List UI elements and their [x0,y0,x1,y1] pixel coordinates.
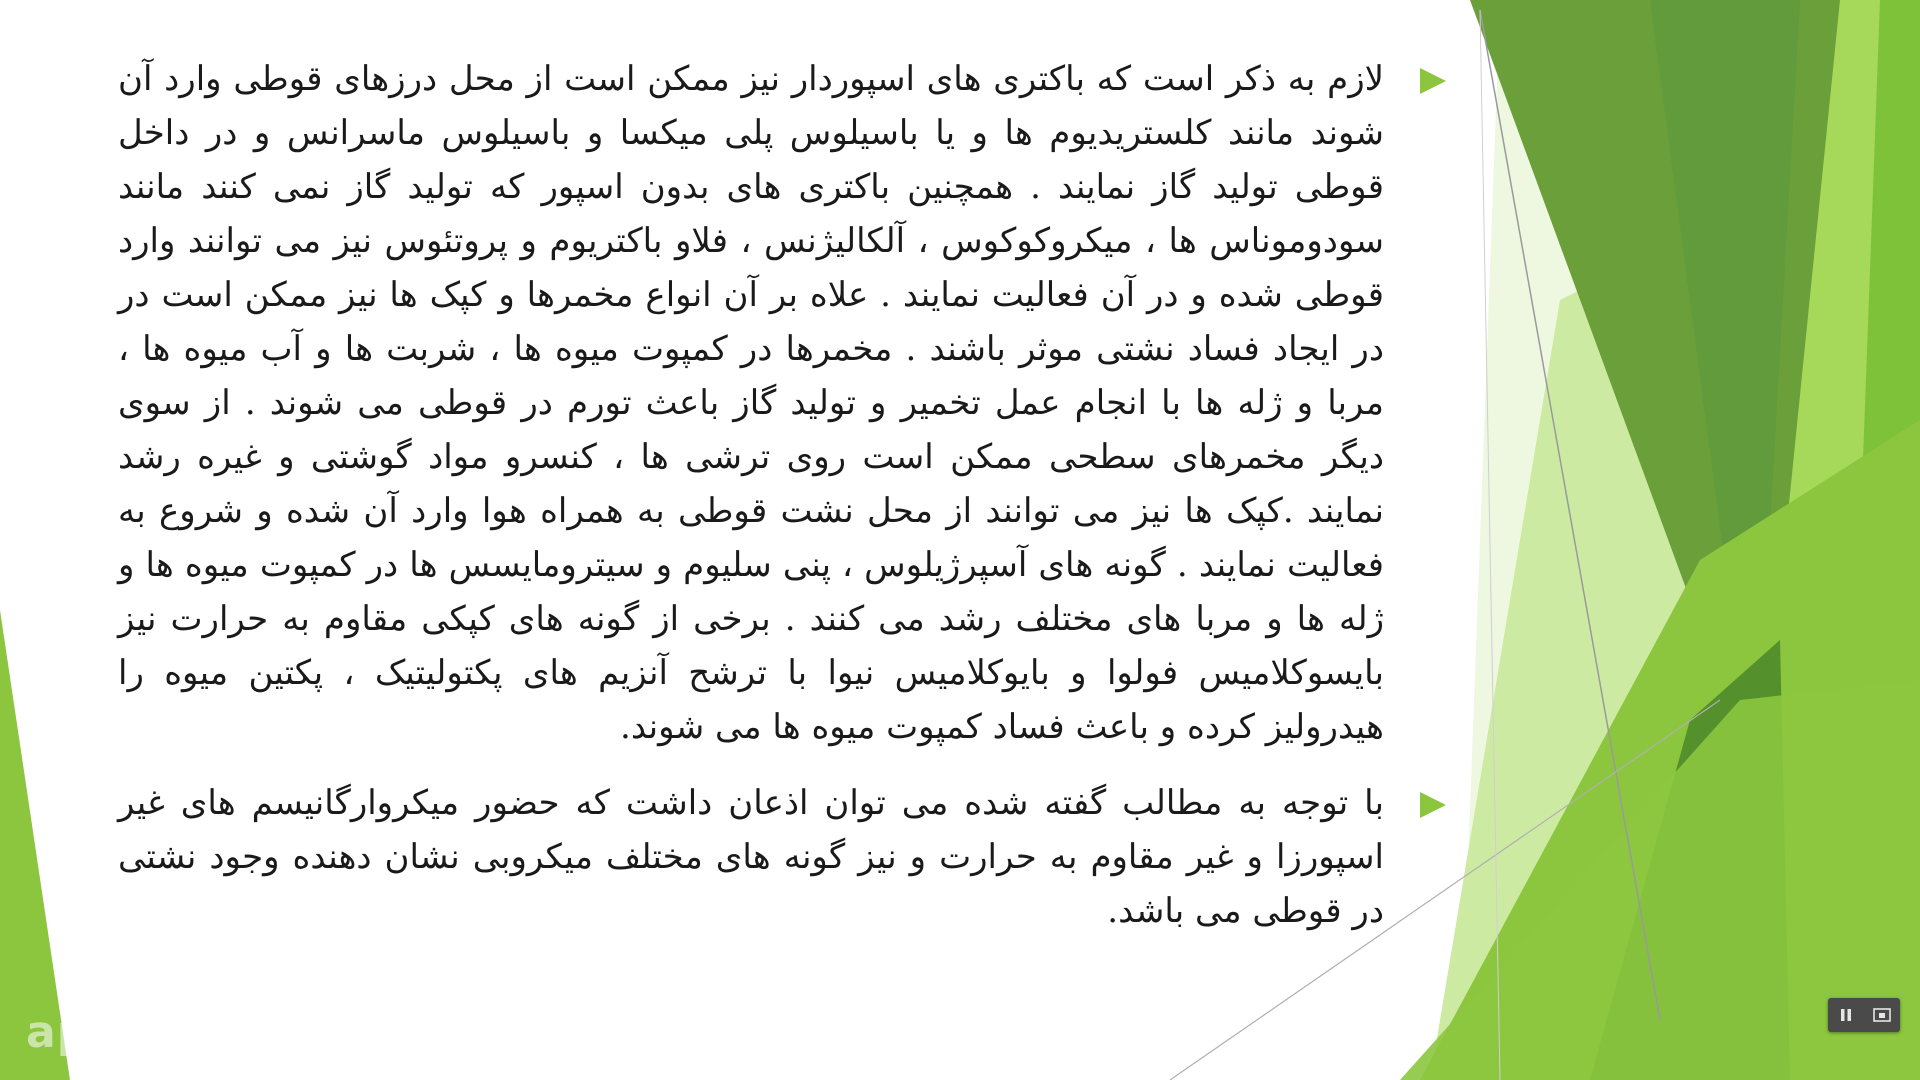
bullet-text-1: لازم به ذکر است که باکتری های اسپوردار نیز ممکن است از محل درزهای قوطی وارد آن شوند مانند کلستریدیوم ها و یا باسیلوس پلی میکسا و باسیلوس ماسرانس و در داخل قوطی تولید گاز نمایند . همچنین باکتری های بدون اسپور که تولید گاز نمی کنند مانند سودوموناس ها ، میکروکوکوس ، آلکالیژنس ، فلاو باکتریوم و پروتئوس نیز می توانند وارد قوطی شده و در آن فعالیت نمایند . علاه بر آن انواع مخمرها و کپک ها نیز ممکن است در در ایجاد فساد نشتی موثر باشند . مخمرها در کمپوت میوه ها ، شربت ها و آب میوه ها ، مربا و ژله ها با انجام عمل تخمیر و تولید گاز باعث تورم در قوطی می شوند . از سوی دیگر مخمرهای سطحی ممکن است روی ترشی ها ، کنسرو مواد گوشتی و غیره رشد نمایند .کپک ها نیز می توانند از محل نشت قوطی به همراه هوا وارد آن شده و شروع به فعالیت نمایند . گونه های آسپرژیلوس ، پنی سلیوم و سیترومایسس ها در کمپوت میوه ها و ژله ها و مربا های مختلف رشد می کنند . برخی از گونه های کپکی مقاوم به حرارت نیز بایسوکلامیس فولوا و بایوکلامیس نیوا با ترشح آنزیم های پکتولیتیک ، پکتین میوه را هیدرولیز کرده و باعث فساد کمپوت میوه ها می شوند. [118,59,1385,747]
triangle-bullet-icon [1418,790,1448,820]
pause-icon[interactable] [1834,1005,1858,1025]
watermark: ap [26,1007,90,1058]
triangle-bullet-icon [1418,66,1448,96]
bullet-item-1 [118,52,1448,754]
slide-content [118,52,1448,960]
player-controls [1828,998,1900,1032]
bullet-text-2: با توجه به مطالب گفته شده می توان اذعان داشت که حضور میکروارگانیسم های غیر اسپورزا و غیر مقاوم به حرارت و نیز گونه های مختلف میکروبی نشان دهنده وجود نشتی در قوطی می باشد. [118,783,1384,931]
bullet-item-2 [118,776,1448,938]
screen-icon[interactable] [1870,1005,1894,1025]
